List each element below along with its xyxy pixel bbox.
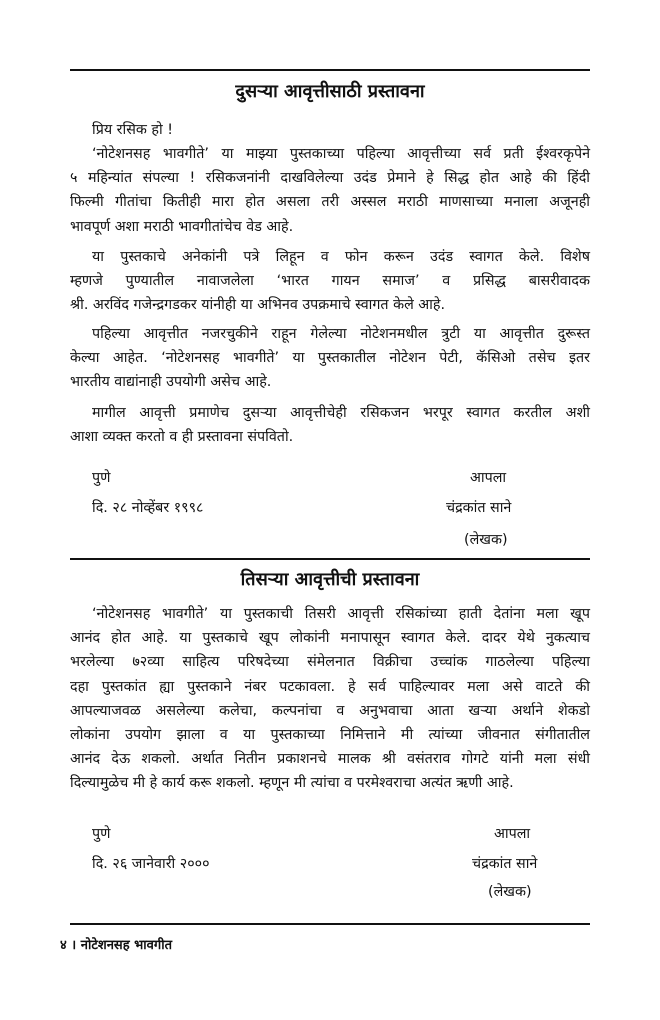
- text-line: मागील आवृत्ती प्रमाणेच दुसऱ्या आवृत्तीचेही रसिकजन भरपूर स्वागत करतील अशी: [92, 405, 590, 421]
- section1-author-role: (लेखक): [464, 532, 508, 548]
- section2-place: पुणे: [92, 826, 111, 842]
- section1-place: पुणे: [92, 470, 111, 486]
- text-line: या पुस्तकाचे अनेकांनी पत्रे लिहून व फोन करून उदंड स्वागत केले. विशेष: [92, 249, 590, 265]
- text-line: भावपूर्ण अशा मराठी भावगीतांचेच वेड आहे.: [70, 218, 294, 235]
- text-line: ‘नोटेशनसह भावगीते’ या माझ्या पुस्तकाच्या पहिल्या आवृत्तीच्या सर्व प्रती ईश्वरकृपेने: [92, 146, 590, 162]
- text-line: आपल्याजवळ असलेल्या कलेचा, कल्पनांचा व अनुभवाचा आता खऱ्या अर्थाने शेकडो: [70, 702, 590, 719]
- section2-date: दि. २६ जानेवारी २०००: [92, 856, 210, 872]
- section1-author: चंद्रकांत साने: [446, 500, 512, 516]
- text-line: आनंद होत आहे. या पुस्तकाचे खूप लोकांनी मनापासून स्वागत केले. दादर येथे नुकत्याच: [70, 630, 590, 647]
- section2-paragraph: [70, 602, 590, 796]
- section-divider-rule: [70, 558, 590, 560]
- section2-closing: आपला: [494, 826, 531, 842]
- text-line: आशा व्यक्त करतो व ही प्रस्तावना संपवितो.: [70, 429, 294, 446]
- text-line: आनंद देऊ शकलो. अर्थात नितीन प्रकाशनचे मालक श्री वसंतराव गोगटे यांनी मला संधी: [70, 751, 590, 768]
- text-line: फिल्मी गीतांचा कितीही मारा होत असला तरी अस्सल मराठी माणसाच्या मनाला अजूनही: [70, 194, 590, 211]
- text-line: दिल्यामुळेच मी हे कार्य करू शकलो. म्हणून मी त्यांचा व परमेश्वराचा अत्यंत ऋणी आहे.: [70, 775, 514, 792]
- section1-closing: आपला: [470, 470, 507, 486]
- greeting: [92, 118, 392, 142]
- section1-heading: दुसऱ्या आवृत्तीसाठी प्रस्तावना: [235, 81, 425, 102]
- text-line: ५ महिन्यांत संपल्या ! रसिकजनांनी दाखविलेल्या उदंड प्रेमाने हे सिद्ध होत आहे की हिंदी: [70, 170, 590, 187]
- section1-paragraph-3: [70, 322, 590, 395]
- text-line: भरलेल्या ७२व्या साहित्य परिषदेच्या संमेलनात विक्रीचा उच्चांक गाठलेल्या पहिल्या: [70, 654, 590, 671]
- section2-heading: तिसऱ्या आवृत्तीची प्रस्तावना: [240, 569, 420, 590]
- top-rule: [70, 69, 590, 71]
- section1-paragraph-4: [70, 401, 590, 449]
- section2-author-role: (लेखक): [488, 884, 532, 900]
- footer-rule: [70, 923, 590, 925]
- text-line: केल्या आहेत. ‘नोटेशनसह भावगीते’ या पुस्तकातील नोटेशन पेटी, कॅसिओ तसेच इतर: [70, 350, 590, 367]
- section1-paragraph-1: [70, 142, 590, 239]
- text-line: दहा पुस्तकांत ह्या पुस्तकाने नंबर पटकावला. हे सर्व पाहिल्यावर मला असे वाटते की: [70, 678, 590, 695]
- text-line: श्री. अरविंद गजेन्द्रगडकर यांनीही या अभिनव उपक्रमाचे स्वागत केले आहे.: [70, 297, 446, 314]
- text-line: म्हणजे पुण्यातील नावाजलेला ‘भारत गायन समाज’ व प्रसिद्ध बासरीवादक: [70, 273, 590, 290]
- greeting-line: प्रिय रसिक हो !: [92, 122, 173, 138]
- text-line: भारतीय वाद्यांनाही उपयोगी असेच आहे.: [70, 374, 272, 391]
- page-footer: ४ । नोटेशनसह भावगीत: [60, 938, 172, 953]
- section1-paragraph-2: [70, 245, 590, 318]
- section2-author: चंद्रकांत साने: [472, 856, 538, 872]
- text-line: ‘नोटेशनसह भावगीते’ या पुस्तकाची तिसरी आवृत्ती रसिकांच्या हाती देतांना मला खूप: [92, 606, 590, 622]
- text-line: लोकांना उपयोग झाला व या पुस्तकाच्या निमित्ताने मी त्यांच्या जीवनात संगीतातील: [70, 727, 590, 744]
- text-line: पहिल्या आवृत्तीत नजरचुकीने राहून गेलेल्या नोटेशनमधील त्रुटी या आवृत्तीत दुरूस्त: [92, 326, 590, 342]
- section1-date: दि. २८ नोव्हेंबर १९९८: [92, 500, 204, 516]
